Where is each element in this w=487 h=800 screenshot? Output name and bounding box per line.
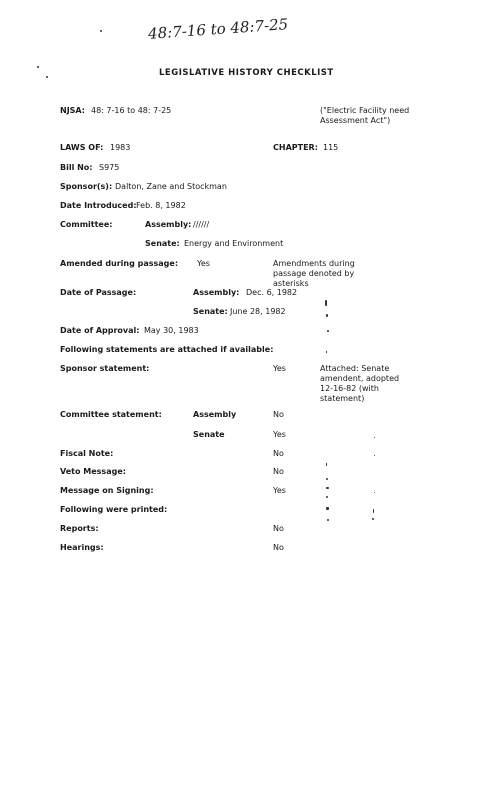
scan-speck	[327, 330, 329, 332]
fiscal-note-value: No	[273, 449, 284, 458]
fiscal-note-label: Fiscal Note:	[60, 449, 114, 458]
message-on-signing-label: Message on Signing:	[60, 486, 154, 495]
bill-no-label: Bill No:	[60, 163, 93, 172]
passage-assembly-label: Assembly:	[193, 288, 240, 297]
scan-speck	[326, 314, 328, 317]
following-attached-heading: Following statements are attached if available:	[60, 345, 274, 354]
laws-of-value: 1983	[110, 143, 131, 152]
scan-speck	[374, 437, 375, 438]
committee-statement-assembly-value: No	[273, 410, 284, 419]
approval-value: May 30, 1983	[144, 326, 199, 335]
amended-label: Amended during passage:	[60, 259, 179, 268]
committee-senate-value: Energy and Environment	[184, 239, 284, 248]
hearings-label: Hearings:	[60, 543, 104, 552]
njsa-label: NJSA:	[60, 106, 85, 115]
sponsors-value: Dalton, Zane and Stockman	[115, 182, 227, 191]
handwritten-header: 48:7-16 to 48:7-25	[147, 15, 289, 43]
veto-message-label: Veto Message:	[60, 467, 126, 476]
scan-speck	[46, 76, 48, 78]
scan-speck	[37, 66, 39, 68]
veto-message-value: No	[273, 467, 284, 476]
committee-statement-senate-value: Yes	[273, 430, 286, 439]
scan-speck	[326, 507, 329, 510]
sponsors-label: Sponsor(s):	[60, 182, 113, 191]
sponsor-statement-label: Sponsor statement:	[60, 364, 150, 373]
committee-statement-assembly-label: Assembly	[193, 410, 237, 419]
committee-senate-label: Senate:	[145, 239, 180, 248]
njsa-note: ("Electric Facility need Assessment Act")	[320, 106, 410, 125]
chapter-value: 115	[323, 143, 339, 152]
amended-note: Amendments during passage denoted by asterisks	[273, 259, 355, 288]
scan-speck	[374, 455, 375, 456]
committee-label: Committee:	[60, 220, 113, 229]
njsa-value: 48: 7-16 to 48: 7-25	[91, 106, 172, 115]
passage-label: Date of Passage:	[60, 288, 137, 297]
scan-speck	[373, 509, 374, 513]
scan-speck	[374, 492, 375, 493]
chapter-label: CHAPTER:	[273, 143, 318, 152]
scan-speck	[326, 463, 327, 466]
scan-speck	[372, 518, 374, 520]
bill-no-value: S975	[99, 163, 120, 172]
committee-statement-senate-label: Senate	[193, 430, 225, 439]
hearings-value: No	[273, 543, 284, 552]
scan-speck	[326, 496, 328, 498]
following-printed-heading: Following were printed:	[60, 505, 168, 514]
passage-senate-value: June 28, 1982	[230, 307, 286, 316]
scan-speck	[325, 300, 327, 306]
reports-label: Reports:	[60, 524, 99, 533]
reports-value: No	[273, 524, 284, 533]
scan-speck	[326, 478, 328, 480]
committee-statement-label: Committee statement:	[60, 410, 162, 419]
date-introduced-value: Feb. 8, 1982	[136, 201, 186, 210]
date-introduced-label: Date Introduced:	[60, 201, 137, 210]
committee-assembly-value: //////	[193, 220, 210, 229]
scan-speck	[326, 487, 329, 489]
scan-speck	[100, 30, 102, 32]
laws-of-label: LAWS OF:	[60, 143, 104, 152]
message-on-signing-value: Yes	[273, 486, 286, 495]
page-title: LEGISLATIVE HISTORY CHECKLIST	[159, 68, 334, 78]
passage-assembly-value: Dec. 6, 1982	[246, 288, 298, 297]
sponsor-statement-value: Yes	[273, 364, 286, 373]
committee-assembly-label: Assembly:	[145, 220, 192, 229]
scan-speck	[326, 351, 327, 353]
passage-senate-label: Senate:	[193, 307, 228, 316]
amended-value: Yes	[197, 259, 210, 268]
scan-speck	[327, 519, 329, 521]
sponsor-statement-note: Attached: Senate amendent, adopted 12-16-82 (with statement)	[320, 364, 400, 403]
approval-label: Date of Approval:	[60, 326, 140, 335]
